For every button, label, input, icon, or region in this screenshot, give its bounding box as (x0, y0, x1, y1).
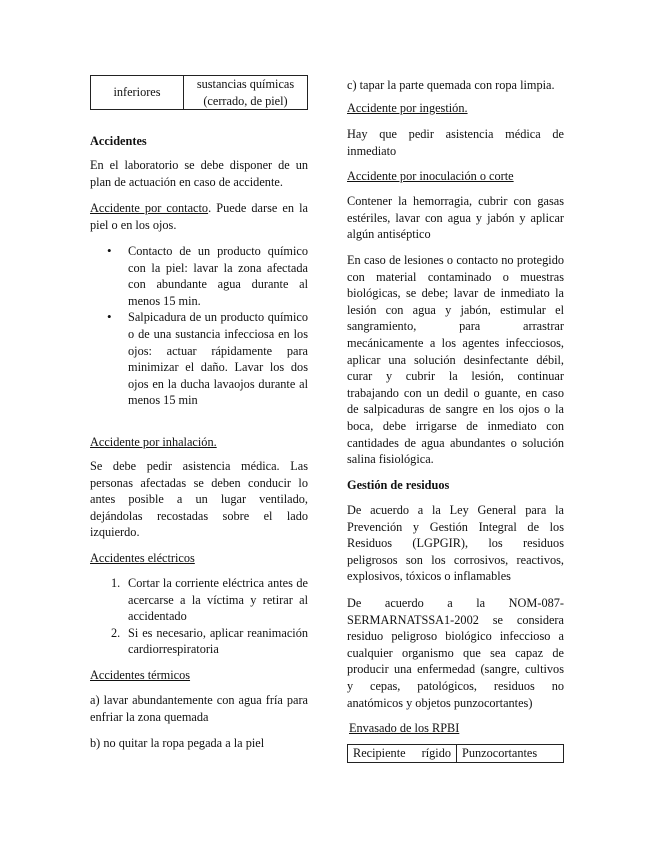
electricos-numbered-list (90, 575, 308, 658)
termicos-b-paragraph: b) no quitar la ropa pegada a la piel (90, 736, 265, 750)
inoculacion-heading: Accidente por inoculación o corte (347, 169, 514, 183)
table-cell-line: sustancias químicas (196, 77, 295, 91)
accidentes-heading: Accidentes (90, 134, 147, 148)
bottom-table-fragment (347, 744, 564, 763)
table-cell-inferiores: inferiores (91, 76, 184, 110)
termicos-a-paragraph: a) lavar abundantemente con agua fría para enfriar la zona quemada (90, 693, 308, 724)
list-item: • Salpicadura de un producto químico o de una sustancia infecciosa en los ojos: actuar rápidamente para minimizar el daño. Lavar los dos ojos en la ducha lavaojos durante al menos 15 min (90, 309, 308, 409)
list-text: Si es necesario, aplicar reanimación cardiorrespiratoria (128, 625, 308, 657)
inhalacion-heading: Accidente por inhalación. (90, 435, 217, 449)
nom-paragraph: De acuerdo a la NOM-087-SERMARNATSSA1-2002 se considera residuo peligroso biológico infeccioso a cualquier organismo que sea capaz de producir una enfermedad (sangre, cultivos y cepas, patológicos, residuos no anatómicos y objetos punzocortantes) (347, 596, 564, 710)
list-item (90, 575, 308, 625)
list-text: Cortar la corriente eléctrica antes de acercarse a la víctima y retirar al accidentado (128, 576, 308, 624)
ingestion-heading: Accidente por ingestión. (347, 101, 468, 115)
table-cell-recipiente: Recipiente rígido (348, 745, 457, 763)
list-item (90, 625, 308, 658)
table-cell-line: (cerrado, de piel) (203, 93, 288, 108)
inhalacion-paragraph: Se debe pedir asistencia médica. Las personas afectadas se deben conducir lo antes posible a un lugar ventilado, dejándolas recostadas sobre el lado izquierdo. (90, 459, 308, 540)
termicos-heading: Accidentes térmicos (90, 668, 191, 682)
electricos-heading: Accidentes eléctricos (90, 551, 195, 565)
contacto-bullet-list (90, 243, 308, 409)
envasado-heading: Envasado de los RPBI (349, 721, 460, 735)
table-cell-sustancias (184, 76, 308, 110)
termicos-c-paragraph: c) tapar la parte quemada con ropa limpia. (347, 78, 555, 92)
contacto-text: . Puede darse en la piel o en los ojos. (90, 201, 308, 232)
intro-paragraph: En el laboratorio se debe disponer de un plan de actuación en caso de accidente. (90, 158, 308, 189)
list-number: 2. (111, 625, 121, 640)
lesiones-paragraph: En caso de lesiones o contacto no protegido con material contaminado o muestras biológicas, se debe; lavar de inmediato la lesión con agua y jabón, estimular el sangramiento, para arrastrar mecánicamente a los agentes infecciosos, aplicar una solución desinfectante débil, curar y cubrir la lesión, continuar trabajando con un dedil o guante, en caso de salpicaduras de sangre en los ojos o la boca, debe irrigarse de inmediato con cantidades de agua abundantes o solución salina fisiológica. (347, 253, 564, 467)
list-item: • Contacto de un producto químico con la piel: lavar la zona afectada con abundante agua durante al menos 15 min. (90, 243, 308, 309)
top-table-fragment (90, 75, 308, 110)
ingestion-paragraph: Hay que pedir asistencia médica de inmediato (347, 127, 564, 158)
contacto-paragraph (90, 200, 308, 233)
contacto-heading: Accidente por contacto (90, 201, 209, 215)
gestion-heading: Gestión de residuos (347, 478, 450, 492)
list-number: 1. (111, 576, 121, 590)
table-cell-punzocortantes: Punzocortantes (457, 745, 564, 763)
gestion-paragraph: De acuerdo a la Ley General para la Prevención y Gestión Integral de los Residuos (LGPGIR), los residuos peligrosos son los corrosivos, reactivos, explosivos, tóxicos o inflamables (347, 503, 564, 584)
inoculacion-paragraph: Contener la hemorragia, cubrir con gasas estériles, lavar con agua y jabón y aplicar algún antiséptico (347, 194, 564, 242)
